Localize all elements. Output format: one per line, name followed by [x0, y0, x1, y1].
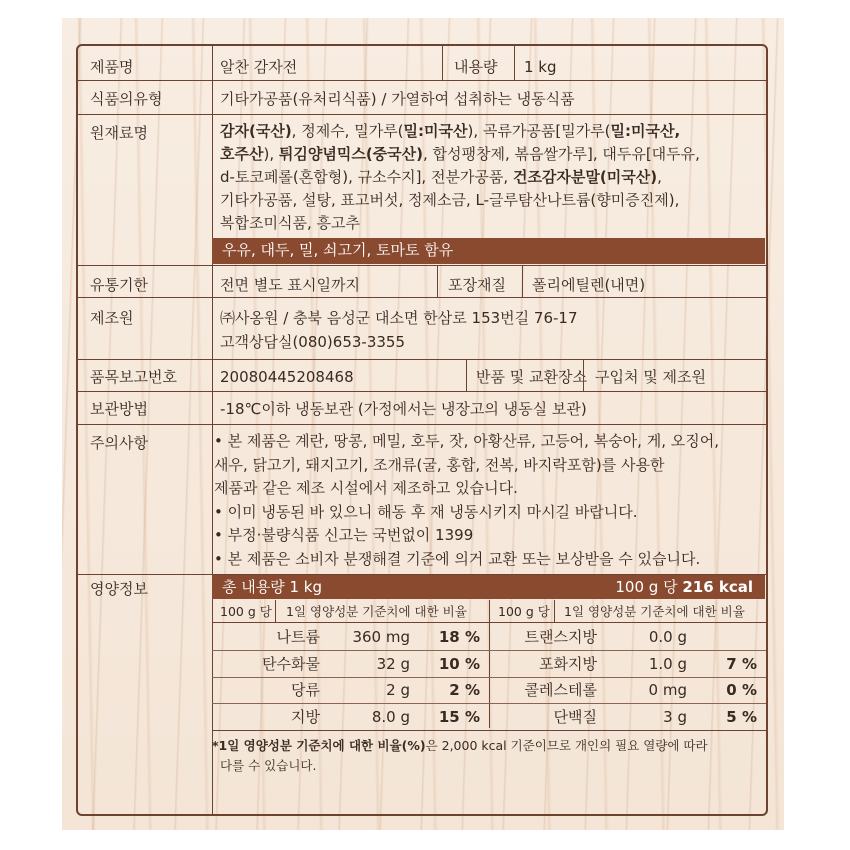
divider: [466, 359, 467, 391]
row-divider: [78, 265, 766, 266]
nutrition-header-band: [212, 575, 765, 599]
food-type-value: 기타가공품(유처리식품) / 가열하여 섭취하는 냉동식품: [220, 90, 575, 108]
caution-label: 주의사항: [90, 434, 148, 452]
nutrient-amount: 8.0 g: [371, 707, 410, 726]
nutrition-footnote-line2: 다를 수 있습니다.: [220, 758, 317, 773]
row-divider: [78, 359, 766, 360]
manufacturer-phone: 고객상담실(080)653-3355: [220, 333, 406, 351]
nutrient-percent: 7 %: [726, 654, 757, 673]
nutrient-name: 나트륨: [276, 628, 320, 646]
nutrient-name: 포화지방: [539, 654, 597, 673]
ingredients-line: d-토코페롤(혼합형), 규소수지], 전분가공품, 건조감자분말(미국산),: [220, 168, 662, 186]
row-divider: [78, 80, 766, 81]
calories: 100 g 당 216 kcal: [615, 578, 753, 596]
food-type-label: 식품의유형: [90, 90, 163, 108]
ratio-header: 1일 영양성분 기준치에 대한 비율: [564, 604, 745, 619]
packaging-label: 포장재질: [448, 276, 506, 294]
volume-label: 내용량: [454, 58, 498, 76]
label-panel: [62, 18, 784, 830]
divider: [583, 359, 584, 391]
column-divider: [212, 46, 213, 814]
divider: [437, 265, 438, 297]
product-name-value: 알찬 감자전: [220, 58, 298, 76]
nutrient-row: [220, 624, 490, 650]
nutrient-row: [220, 704, 490, 730]
expiry-value: 전면 별도 표시일까지: [220, 276, 360, 294]
nutrient-percent: 5 %: [726, 707, 757, 726]
exchange-value: 구입처 및 제조원: [595, 368, 706, 386]
row-divider: [212, 622, 766, 623]
nutrient-amount: 360 mg: [352, 628, 410, 646]
divider: [275, 600, 276, 622]
nutrient-amount: 0 mg: [648, 681, 687, 699]
nutrient-row: [497, 704, 767, 730]
caution-line: • 본 제품은 소비자 분쟁해결 기준에 의거 교환 또는 보상받을 수 있습니다.: [214, 549, 701, 568]
divider: [554, 600, 555, 622]
nutrient-percent: 0 %: [726, 681, 757, 699]
nutrient-name: 콜레스테롤: [524, 681, 597, 699]
caution-list: [214, 430, 764, 572]
ingredients-text: [220, 120, 760, 235]
caution-line: • 부정·불량식품 신고는 국번없이 1399: [214, 526, 474, 545]
row-divider: [78, 297, 766, 298]
nutrient-amount: 2 g: [386, 681, 410, 699]
row-divider: [212, 730, 766, 731]
nutrient-row: [497, 651, 767, 677]
nutrient-row: [497, 677, 767, 703]
ingredients-line: 기타가공품, 설탕, 표고버섯, 정제소금, L-글루탐산나트륨(향미증진제),: [220, 191, 680, 209]
nutrient-percent: 2 %: [449, 681, 480, 699]
per-100g-header: 100 g 당: [498, 604, 550, 619]
storage-label: 보관방법: [90, 400, 148, 418]
kcal-value: 216 kcal: [682, 578, 753, 596]
row-divider: [78, 424, 766, 425]
nutrient-name: 트랜스지방: [524, 628, 597, 646]
exchange-label: 반품 및 교환장소: [476, 368, 587, 386]
divider: [522, 265, 523, 297]
nutrient-amount: 1.0 g: [648, 654, 687, 673]
ingredients-line: 호주산), 튀김양념믹스(중국산), 합성팽창제, 볶음쌀가루], 대두유[대두유,: [220, 145, 700, 163]
nutrient-row: [220, 651, 490, 677]
nutrient-name: 단백질: [553, 707, 597, 726]
nutrient-percent: 18 %: [438, 628, 480, 646]
product-name-label: 제품명: [90, 58, 134, 76]
nutrient-name: 당류: [291, 681, 320, 699]
divider: [514, 46, 515, 80]
divider: [442, 46, 443, 80]
ingredients-label: 원재료명: [90, 124, 148, 142]
manufacturer-label: 제조원: [90, 309, 134, 327]
nutrient-row: [220, 677, 490, 703]
report-number-label: 품목보고번호: [90, 368, 177, 386]
nutrient-percent: 10 %: [438, 654, 480, 673]
volume-value: 1 kg: [524, 58, 557, 76]
nutrient-percent: 15 %: [438, 707, 480, 726]
row-divider: [78, 114, 766, 115]
nutrient-amount: 3 g: [663, 707, 687, 726]
nutrient-amount: 32 g: [376, 654, 410, 673]
ratio-header: 1일 영양성분 기준치에 대한 비율: [286, 604, 467, 619]
ingredients-line: 감자(국산), 정제수, 밀가루(밀:미국산), 곡류가공품[밀가루(밀:미국산,: [220, 122, 681, 140]
nutrient-row: [497, 624, 767, 650]
ingredients-line: 복합조미식품, 흥고추: [220, 214, 360, 232]
expiry-label: 유통기한: [90, 276, 148, 294]
packaging-value: 폴리에틸렌(내면): [532, 276, 646, 294]
total-volume: 총 내용량 1 kg: [222, 578, 323, 596]
storage-value: -18℃이하 냉동보관 (가정에서는 냉장고의 냉동실 보관): [220, 400, 587, 418]
report-number-value: 20080445208468: [220, 368, 354, 386]
nutrient-name: 지방: [291, 707, 320, 726]
manufacturer-address: ㈜사옹원 / 충북 음성군 대소면 한삼로 153번길 76-17: [220, 309, 578, 327]
caution-line: • 이미 냉동된 바 있으니 해동 후 재 냉동시키지 마시길 바랍니다.: [214, 502, 638, 521]
per-100g-header: 100 g 당: [220, 604, 272, 619]
row-divider: [78, 391, 766, 392]
caution-line: 새우, 닭고기, 돼지고기, 조개류(굴, 홍합, 전복, 바지락포함)를 사용한: [214, 455, 665, 474]
nutrition-label: 영양정보: [90, 580, 148, 598]
nutrition-footnote: *1일 영양성분 기준치에 대한 비율(%)은 2,000 kcal 기준이므로 개인의 필요 열량에 따라: [212, 738, 708, 753]
allergen-band: 우유, 대두, 밀, 쇠고기, 토마토 함유: [212, 238, 765, 264]
nutrient-amount: 0.0 g: [648, 628, 687, 646]
caution-line: • 본 제품은 계란, 땅콩, 메밀, 호두, 잣, 아황산류, 고등어, 복숭아, 게, 오징어,: [214, 432, 719, 450]
caution-line: 제품과 같은 제조 시설에서 제조하고 있습니다.: [214, 479, 518, 498]
nutrient-name: 탄수화물: [262, 654, 320, 673]
